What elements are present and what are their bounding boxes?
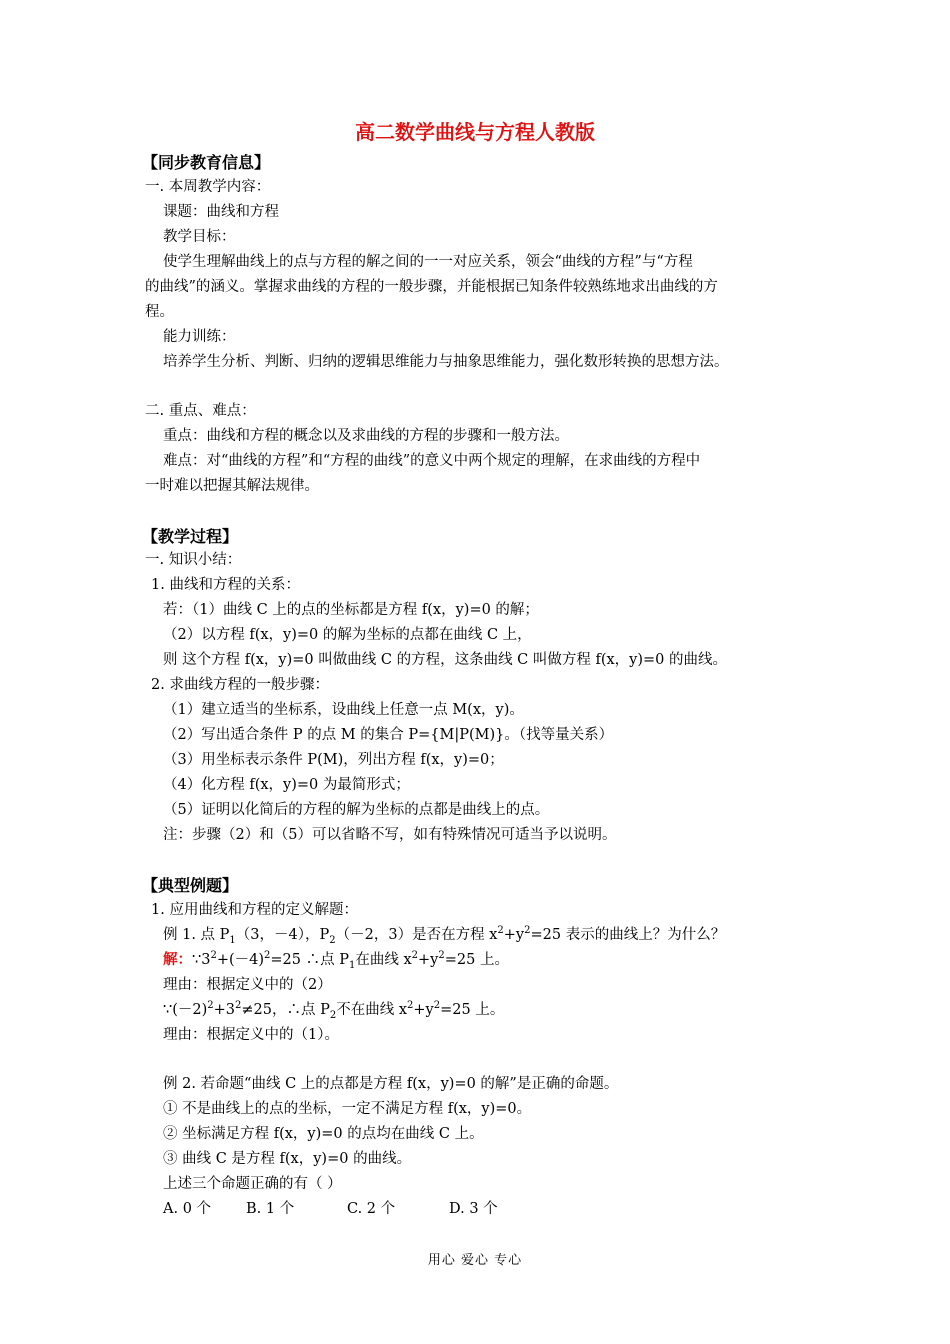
option-b: B. 1 个 bbox=[246, 1201, 295, 1217]
key-point: 重点：曲线和方程的概念以及求曲线的方程的步骤和一般方法。 bbox=[163, 428, 569, 444]
steps-title: 2. 求曲线方程的一般步骤： bbox=[151, 677, 329, 693]
difficulty-line-2: 一时难以把握其解法规律。 bbox=[145, 478, 319, 494]
relation-item-3: 则 这个方程 f(x，y)=0 叫做曲线 C 的方程，这条曲线 C 叫做方程 f(x，y)=0 的曲线。 bbox=[163, 652, 728, 668]
goal-text-line-2: 的曲线”的涵义。掌握求曲线的方程的一般步骤，并能根据已知条件较熟练地求出曲线的方 bbox=[145, 279, 718, 295]
steps-note: 注：步骤（2）和（5）可以省略不写，如有特殊情况可适当予以说明。 bbox=[163, 827, 617, 843]
goal-text-line-3: 程。 bbox=[145, 304, 174, 320]
difficulty-line-1: 难点：对“曲线的方程”和“方程的曲线”的意义中两个规定的理解，在求曲线的方程中 bbox=[163, 453, 701, 469]
relation-title: 1. 曲线和方程的关系： bbox=[151, 577, 300, 593]
example-2-statement-3: ③ 曲线 C 是方程 f(x，y)=0 的曲线。 bbox=[163, 1151, 412, 1167]
example-2-question: 例 2. 若命题“曲线 C 上的点都是方程 f(x，y)=0 的解”是正确的命题。 bbox=[163, 1076, 619, 1092]
step-3: （3）用坐标表示条件 P(M)，列出方程 f(x，y)=0； bbox=[163, 752, 504, 768]
step-2: （2）写出适合条件 P 的点 M 的集合 P={M|P(M)}。（找等量关系） bbox=[163, 727, 614, 743]
example-2-statement-2: ② 坐标满足方程 f(x，y)=0 的点均在曲线 C 上。 bbox=[163, 1126, 484, 1142]
example-1-solution: 解：$\because 3^2+(-4)^2=25$ ∴点 $P_1$在曲线 $x^2+y^2=25$ 上。 bbox=[163, 950, 509, 971]
example-2-prompt: 上述三个命题正确的有（ ） bbox=[163, 1176, 342, 1192]
section-heading-info: 【同步教育信息】 bbox=[142, 153, 271, 172]
relation-item-1: 若：（1）曲线 C 上的点的坐标都是方程 f(x，y)=0 的解； bbox=[163, 602, 539, 618]
example-1-reason-2: 理由：根据定义中的（1）。 bbox=[163, 1027, 339, 1043]
goal-label: 教学目标： bbox=[163, 229, 236, 245]
ability-text: 培养学生分析、判断、归纳的逻辑思维能力与抽象思维能力，强化数形转换的思想方法。 bbox=[163, 354, 729, 370]
step-4: （4）化方程 f(x，y)=0 为最简形式； bbox=[163, 777, 410, 793]
section-heading-examples: 【典型例题】 bbox=[142, 876, 239, 895]
process-heading: 一. 知识小结： bbox=[145, 552, 242, 568]
topic-line: 课题：曲线和方程 bbox=[163, 204, 279, 220]
section-heading-process: 【教学过程】 bbox=[142, 527, 239, 546]
part2-heading: 二. 重点、难点： bbox=[145, 403, 256, 419]
example-2-statement-1: ① 不是曲线上的点的坐标，一定不满足方程 f(x，y)=0。 bbox=[163, 1101, 532, 1117]
example-1-question: 例 1. 点 $P_1(3$，－4），$P_2(-2$，3）是否在方程 $x^2+y^2=25$ 表示的曲线上？为什么？ bbox=[163, 925, 726, 946]
ability-label: 能力训练： bbox=[163, 329, 236, 345]
option-a: A. 0 个 bbox=[163, 1201, 212, 1217]
relation-item-2: （2）以方程 f(x，y)=0 的解为坐标的点都在曲线 C 上， bbox=[163, 627, 532, 643]
option-c: C. 2 个 bbox=[347, 1201, 396, 1217]
page-title: 高二数学曲线与方程人教版 bbox=[355, 120, 595, 144]
step-5: （5）证明以化简后的方程的解为坐标的点都是曲线上的点。 bbox=[163, 802, 550, 818]
examples-topic-1: 1. 应用曲线和方程的定义解题： bbox=[151, 902, 358, 918]
goal-text-line-1: 使学生理解曲线上的点与方程的解之间的一一对应关系，领会“曲线的方程”与“方程 bbox=[163, 254, 693, 270]
example-1-reason-1: 理由：根据定义中的（2） bbox=[163, 977, 332, 993]
option-d: D. 3 个 bbox=[449, 1201, 498, 1217]
solution-label: 解： bbox=[163, 951, 192, 968]
part1-heading: 一. 本周教学内容： bbox=[145, 179, 271, 195]
page-footer: 用心 爱心 专心 bbox=[427, 1253, 523, 1268]
example-1-solution-2: $\because(-2)^2+3^2\ne 25$，∴点 $P_2$不在曲线 $x^2+y^2=25$ 上。 bbox=[163, 1000, 505, 1021]
step-1: （1）建立适当的坐标系，设曲线上任意一点 M(x，y)。 bbox=[163, 702, 524, 718]
